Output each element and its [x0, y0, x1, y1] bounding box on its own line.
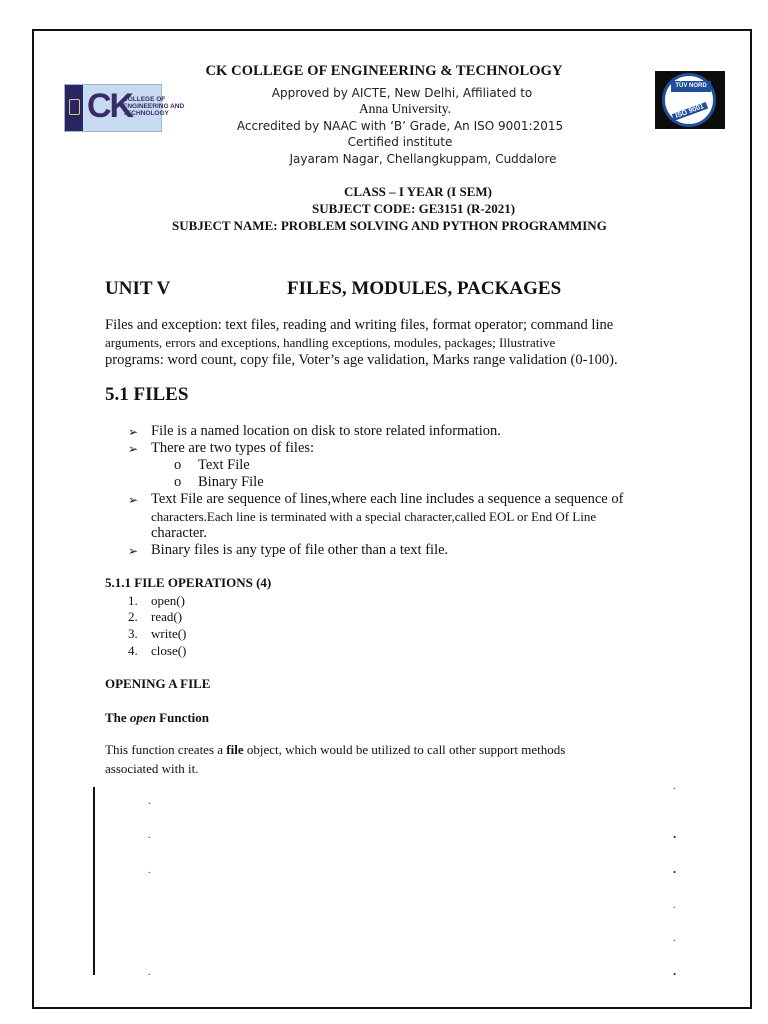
stray-mark: .: [673, 933, 676, 944]
section-heading: 5.1 FILES: [105, 384, 189, 405]
bullet-file-definition: File is a named location on disk to store related information.: [151, 423, 501, 439]
subject-name: SUBJECT NAME: PROBLEM SOLVING AND PYTHON PROGRAMMING: [172, 218, 607, 233]
stray-mark: .: [673, 826, 677, 841]
list-item: read(): [151, 609, 183, 624]
arrow-bullet-icon: ➢: [128, 544, 139, 558]
iso-label: ISO 9001: [672, 102, 708, 121]
stray-mark: .: [673, 963, 677, 978]
list-item-number: 1.: [128, 593, 138, 608]
list-item: open(): [151, 593, 185, 608]
circle-bullet-icon: o: [174, 474, 182, 490]
sub-item-text-file: Text File: [198, 457, 250, 473]
accreditation-line: Accredited by NAAC with ‘B’ Grade, An ISO 9001:2015: [236, 119, 564, 133]
list-item-number: 3.: [128, 626, 138, 641]
approval-line: Approved by AICTE, New Delhi, Affiliated to: [271, 86, 533, 100]
file-operations-heading: 5.1.1 FILE OPERATIONS (4): [105, 575, 272, 590]
bullet-text-file-line-3: character.: [151, 525, 207, 541]
stray-mark: .: [148, 830, 151, 841]
open-function-description-line-2: associated with it.: [105, 761, 199, 776]
open-function-heading: The open Function: [105, 710, 210, 725]
syllabus-line-3: programs: word count, copy file, Voter’s age validation, Marks range validation (0-100).: [105, 352, 618, 368]
open-function-description: This function creates a file object, which would be utilized to call other support methods: [105, 742, 566, 757]
syllabus-line-1: Files and exception: text files, reading and writing files, format operator; command line: [105, 317, 614, 333]
stray-mark: .: [673, 861, 677, 876]
arrow-bullet-icon: ➢: [128, 493, 139, 507]
unit-number: UNIT V: [105, 278, 171, 299]
stray-mark: .: [148, 865, 151, 876]
left-margin-rule: [93, 787, 95, 975]
stray-mark: .: [673, 900, 676, 911]
list-item-number: 2.: [128, 609, 138, 624]
college-logo: [64, 84, 185, 132]
sub-item-binary-file: Binary File: [198, 474, 264, 490]
circle-bullet-icon: o: [174, 457, 182, 473]
stray-mark: .: [148, 796, 151, 807]
list-item-number: 4.: [128, 643, 138, 658]
stray-mark: .: [673, 781, 676, 792]
certified-line: Certified institute: [347, 135, 453, 149]
bullet-text-file-line-1: Text File are sequence of lines,where each line includes a sequence a sequence of: [151, 491, 624, 507]
arrow-bullet-icon: ➢: [128, 442, 139, 456]
bullet-binary-file: Binary files is any type of file other than a text file.: [151, 542, 449, 558]
arrow-bullet-icon: ➢: [128, 425, 139, 439]
opening-file-heading: OPENING A FILE: [105, 676, 211, 691]
list-item: write(): [151, 626, 187, 641]
logo-subtitle: COLLEGE OF ENGINEERING AND TECHNOLOGY: [123, 96, 185, 117]
address-line: Jayaram Nagar, Chellangkuppam, Cuddalore: [289, 152, 557, 166]
list-item: close(): [151, 643, 187, 658]
college-name: CK COLLEGE OF ENGINEERING & TECHNOLOGY: [205, 63, 563, 79]
logo-ck-text: CK: [87, 87, 133, 125]
affiliation-line: Anna University.: [358, 101, 452, 116]
stray-mark: .: [148, 967, 151, 978]
logo-emblem: [65, 85, 83, 131]
bullet-file-types: There are two types of files:: [151, 440, 315, 456]
iso-band: TÜV NORD: [671, 81, 711, 92]
subject-code: SUBJECT CODE: GE3151 (R-2021): [312, 201, 516, 216]
unit-title: FILES, MODULES, PACKAGES: [287, 278, 562, 299]
bullet-text-file-line-2: characters.Each line is terminated with a special character,called EOL or End Of Line: [151, 509, 597, 524]
syllabus-line-2: arguments, errors and exceptions, handling exceptions, modules, packages; Illustrative: [105, 335, 556, 350]
class-label: CLASS – I YEAR (I SEM): [344, 184, 492, 199]
